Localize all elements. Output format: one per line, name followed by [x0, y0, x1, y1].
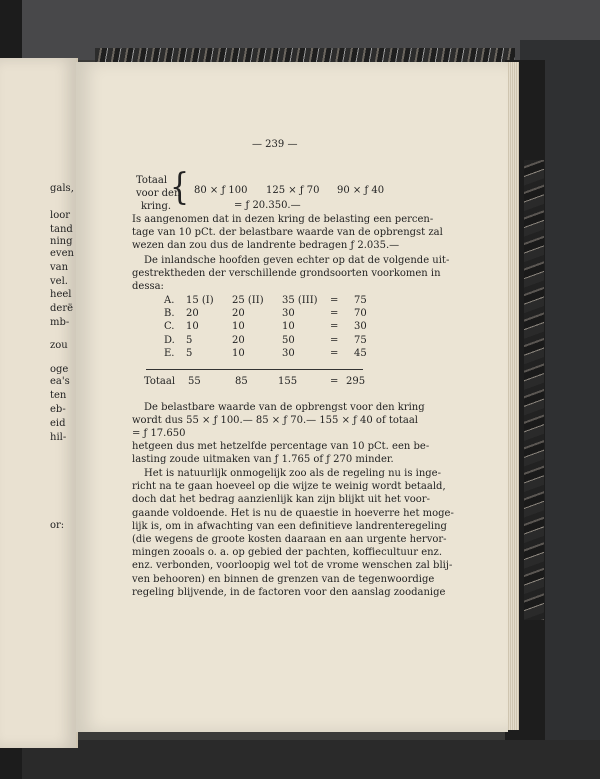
- text-line: lijk is, om in afwachting van een definitieve landrenteregeling: [132, 520, 447, 532]
- right-page: [76, 62, 508, 732]
- text-line: gestrektheden der verschillende grondsoorten voorkomen in: [132, 268, 441, 279]
- text-line: richt na te gaan hoeveel op die wijze te weinig wordt betaald,: [132, 481, 446, 493]
- table-cell: 50: [282, 335, 295, 346]
- text-line: regeling blijvende, in de factoren voor den aanslag zoodanige: [132, 586, 446, 598]
- totals-label-line: voor den: [136, 188, 181, 199]
- left-page-fragment: van: [50, 262, 69, 273]
- table-cell: 30: [354, 321, 367, 332]
- table-cell: =: [330, 348, 339, 359]
- table-cell: =: [330, 295, 339, 306]
- text-line: ven behooren) en binnen de grenzen van de tegenwoordige: [132, 573, 435, 585]
- totals-label-line: Totaal: [136, 175, 168, 186]
- text-line: wezen dan zou dus de landrente bedragen ƒ 2.035.—: [132, 240, 400, 251]
- table-total-cell: 295: [346, 376, 366, 387]
- table-rule: [146, 369, 363, 370]
- text-line: hetgeen dus met hetzelfde percentage van 10 pCt. een be-: [132, 441, 430, 452]
- left-page-fragment: zou: [50, 340, 68, 351]
- text-line: dessa:: [132, 281, 164, 292]
- totals-expr: 90 × ƒ 40: [337, 185, 385, 196]
- left-page-fragment: heel: [50, 289, 72, 300]
- left-page-fragment: ea's: [50, 376, 70, 387]
- table-cell: E.: [164, 348, 175, 359]
- left-page-fragment: tand: [50, 224, 73, 235]
- text-line: (die wegens de groote kosten daaraan en aan urgente hervor-: [132, 534, 447, 545]
- curly-brace-icon: {: [170, 166, 190, 209]
- table-cell: =: [330, 308, 339, 319]
- left-page-fragment: hil-: [50, 432, 67, 443]
- table-cell: 70: [354, 308, 367, 319]
- table-cell: 75: [354, 295, 367, 306]
- text-line: lasting zoude uitmaken van ƒ 1.765 of ƒ 270 minder.: [132, 454, 394, 465]
- table-cell: 25 (II): [232, 295, 264, 306]
- text-line: Het is natuurlijk onmogelijk zoo als de regeling nu is inge-: [144, 468, 441, 479]
- left-page: [0, 58, 78, 748]
- text-line: doch dat het bedrag aanzienlijk kan zijn blijkt uit het voor-: [132, 494, 430, 506]
- left-page-fragment: ning: [50, 236, 73, 247]
- text-line: tage van 10 pCt. der belastbare waarde van de opbrengst zal: [132, 227, 443, 238]
- page-number: — 239 —: [252, 139, 298, 150]
- text-line: = ƒ 17.650: [132, 428, 186, 439]
- table-cell: D.: [164, 335, 175, 346]
- table-cell: =: [330, 321, 339, 332]
- text-line: De inlandsche hoofden geven echter op dat de volgende uit-: [144, 255, 450, 266]
- table-total-cell: 85: [235, 376, 248, 387]
- left-page-fragment: mb-: [50, 317, 70, 328]
- left-page-fragment: gals,: [50, 183, 74, 194]
- totals-label-line: kring.: [141, 201, 172, 212]
- table-cell: 15 (I): [186, 295, 214, 306]
- table-cell: 35 (III): [282, 295, 318, 306]
- totals-expr: 125 × ƒ 70: [266, 185, 320, 196]
- table-cell: 30: [282, 348, 295, 359]
- table-total-cell: Totaal: [144, 376, 176, 387]
- left-page-fragment: loor: [50, 210, 71, 221]
- text-line: enz. verbonden, voorloopig wel tot de vrome wenschen zal blij-: [132, 560, 453, 572]
- left-page-fragment: oge: [50, 364, 69, 375]
- table-cell: 10: [186, 321, 199, 332]
- table-total-cell: 155: [278, 376, 298, 387]
- top-cover-edge: [95, 48, 515, 62]
- left-page-fragment: or:: [50, 520, 65, 531]
- table-cell: 30: [282, 308, 295, 319]
- left-page-fragment: eb-: [50, 404, 66, 415]
- text-line: wordt dus 55 × ƒ 100.— 85 × ƒ 70.— 155 × ƒ 40 of totaal: [132, 415, 419, 426]
- text-line: gaande voldoende. Het is nu de quaestie in hoeverre het moge-: [132, 507, 454, 519]
- table-cell: 75: [354, 335, 367, 346]
- table-cell: 20: [232, 308, 245, 319]
- totals-result: = ƒ 20.350.—: [234, 200, 301, 211]
- table-cell: 10: [282, 321, 295, 332]
- table-total-cell: 55: [188, 376, 201, 387]
- table-cell: A.: [164, 295, 175, 306]
- table-cell: =: [330, 335, 339, 346]
- table-cell: 20: [232, 335, 245, 346]
- table-cell: 5: [186, 335, 193, 346]
- table-cell: 10: [232, 321, 245, 332]
- table-cell: 5: [186, 348, 193, 359]
- table-cell: B.: [164, 308, 175, 319]
- text-line: De belastbare waarde van de opbrengst voor den kring: [144, 402, 425, 413]
- totals-expr: 80 × ƒ 100: [194, 185, 248, 196]
- table-cell: 20: [186, 308, 199, 319]
- marbled-cover: [524, 160, 544, 620]
- background-bottom: [0, 740, 600, 779]
- table-cell: 45: [354, 348, 367, 359]
- table-total-cell: =: [330, 376, 339, 387]
- left-page-fragment: even: [50, 248, 74, 259]
- text-line: mingen zooals o. a. op gebied der pachten, koffiecultuur enz.: [132, 547, 442, 559]
- table-cell: C.: [164, 321, 175, 332]
- left-page-fragment: derë: [50, 303, 74, 314]
- table-cell: 10: [232, 348, 245, 359]
- left-page-fragment: ten: [50, 390, 67, 401]
- left-page-fragment: vel.: [50, 276, 68, 287]
- text-line: Is aangenomen dat in dezen kring de belasting een percen-: [132, 214, 434, 225]
- left-page-fragment: eid: [50, 418, 66, 429]
